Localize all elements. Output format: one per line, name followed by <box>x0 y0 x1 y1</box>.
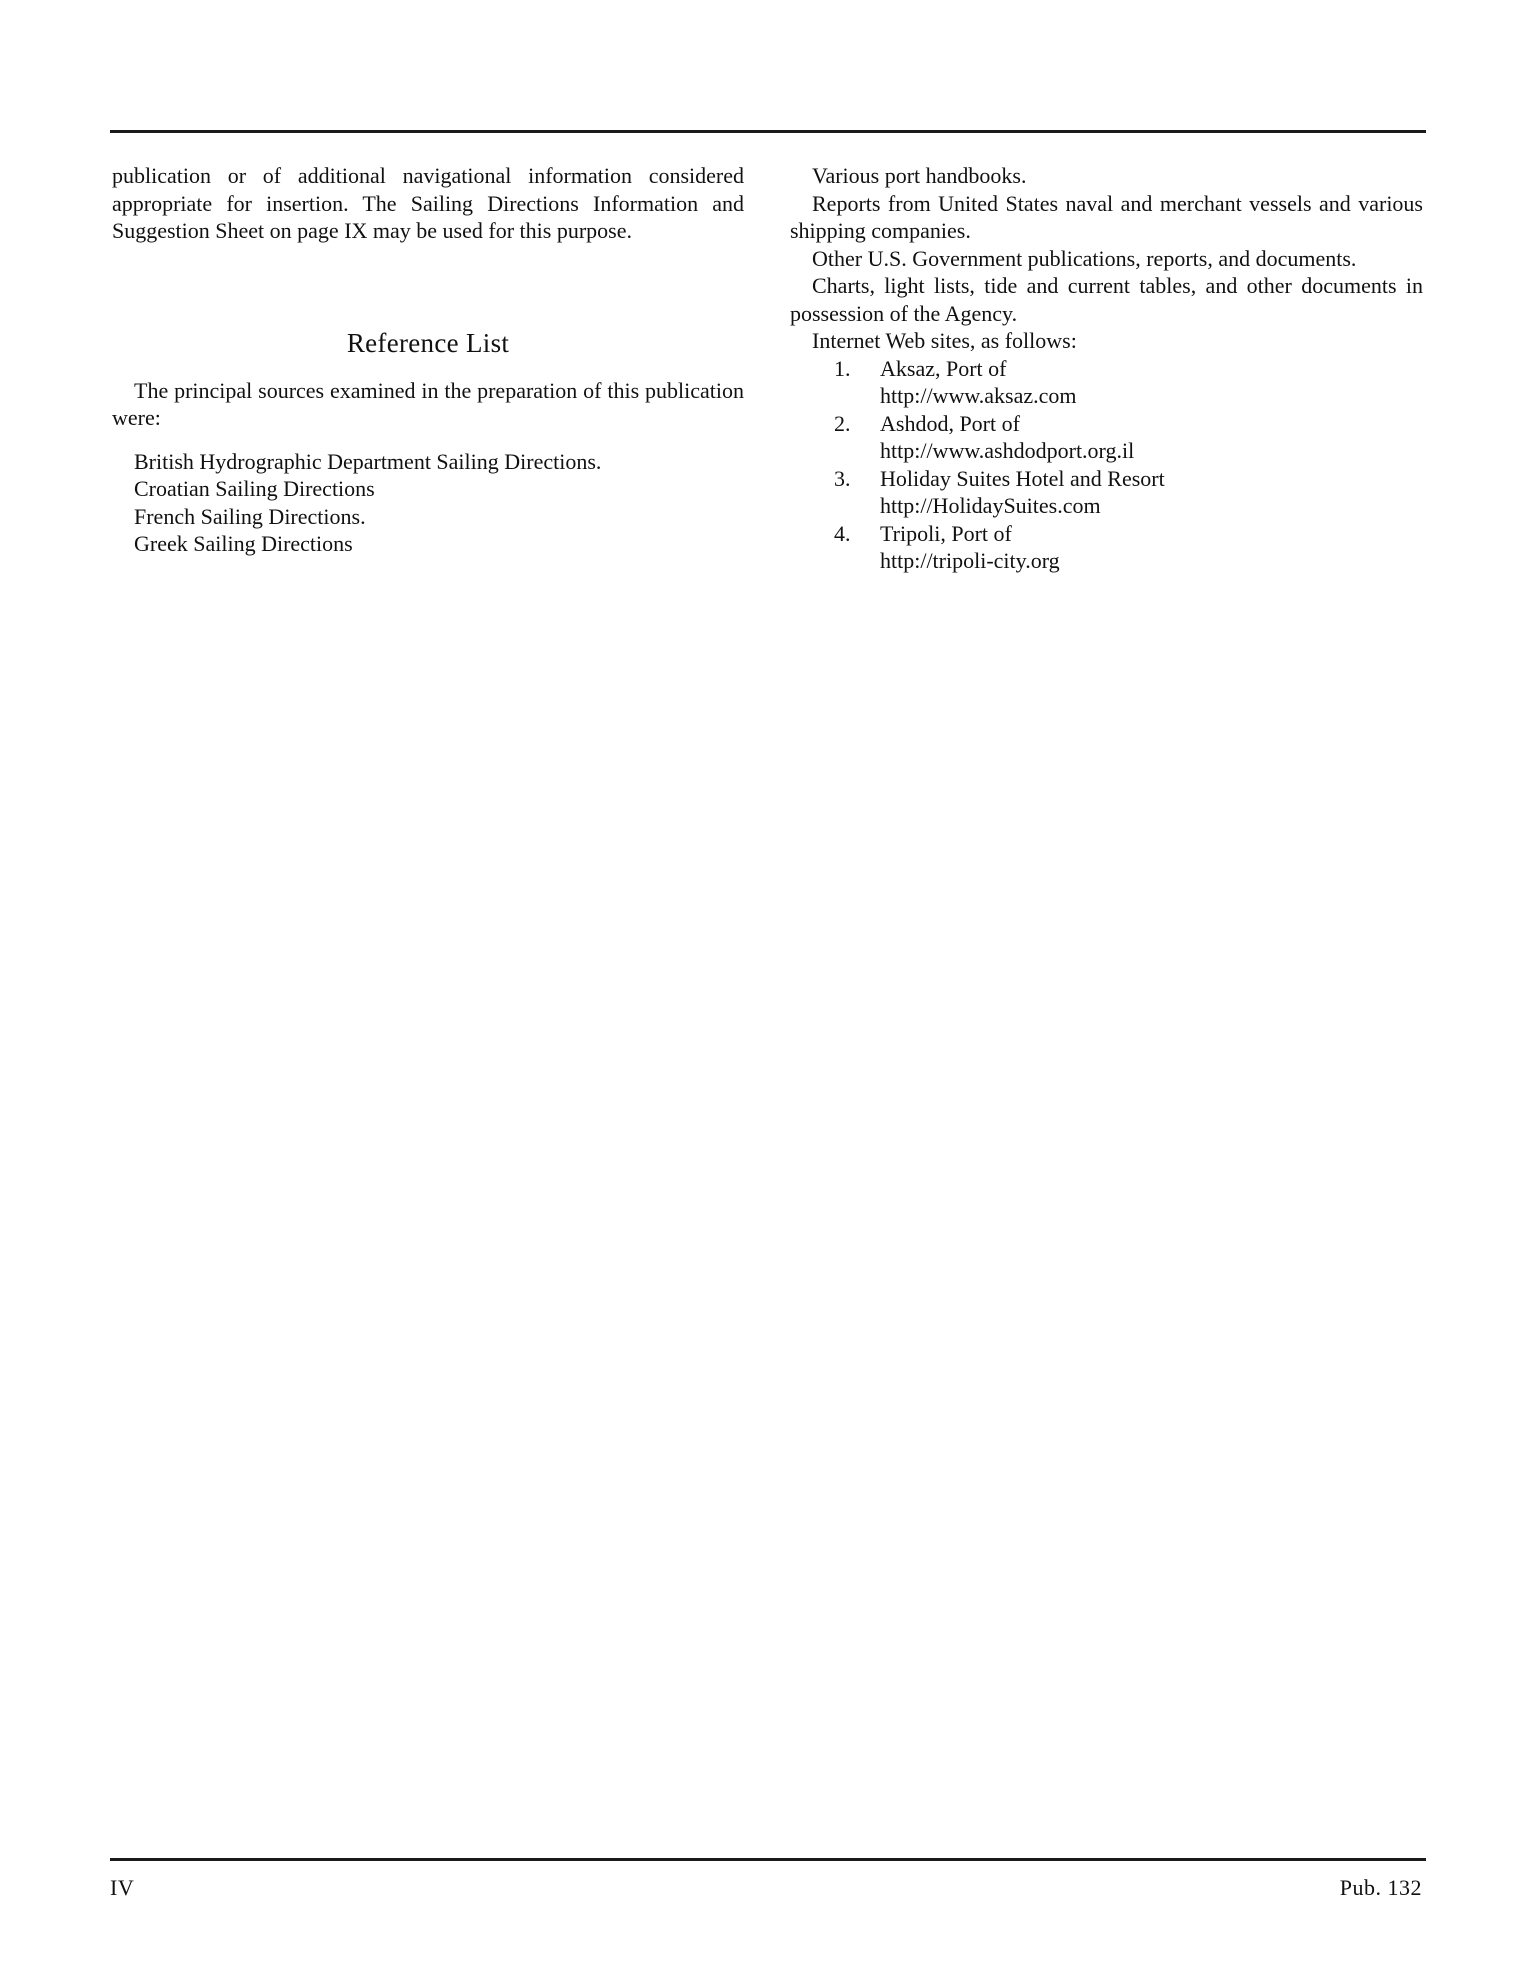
source-item: Greek Sailing Directions <box>134 531 353 556</box>
web-site-entry <box>880 465 1165 520</box>
publication-label: Pub. 132 <box>1339 1875 1422 1900</box>
web-site-item <box>834 410 1423 465</box>
source-paragraph: Charts, light lists, tide and current tables, and other documents in possession of the Agency. <box>790 273 1423 326</box>
source-item: British Hydrographic Department Sailing Directions. <box>134 448 602 474</box>
web-site-url[interactable]: http://HolidaySuites.com <box>880 493 1101 518</box>
web-site-entry <box>880 355 1077 410</box>
web-site-item <box>834 520 1423 575</box>
web-site-item <box>834 355 1423 410</box>
web-site-name: Ashdod, Port of <box>880 410 1020 436</box>
web-sites-intro: Internet Web sites, as follows: <box>812 328 1077 353</box>
intro-paragraph: publication or of additional navigational information considered appropriate for insertion. The Sailing Directions Information and Suggestion Sheet on page IX may be used for this purpose. <box>112 163 744 243</box>
source-item: Croatian Sailing Directions <box>134 476 375 501</box>
web-site-number: 4. <box>834 520 851 546</box>
source-paragraph: Other U.S. Government publications, reports, and documents. <box>812 245 1357 271</box>
web-site-number: 3. <box>834 465 851 491</box>
web-site-number: 1. <box>834 355 851 381</box>
web-site-item <box>834 465 1423 520</box>
reference-list-heading: Reference List <box>346 327 510 358</box>
web-site-url[interactable]: http://tripoli-city.org <box>880 548 1060 573</box>
bottom-rule <box>110 1858 1426 1861</box>
source-item: French Sailing Directions. <box>134 503 366 529</box>
web-sites-list <box>790 355 1423 575</box>
sources-list <box>112 448 744 558</box>
web-site-number: 2. <box>834 410 851 436</box>
right-column <box>790 162 1423 575</box>
web-site-entry <box>880 520 1060 575</box>
source-paragraph: Various port handbooks. <box>812 163 1027 188</box>
principal-sources-paragraph: The principal sources examined in the preparation of this publication were: <box>112 377 744 430</box>
page-number: IV <box>110 1875 135 1900</box>
left-column <box>112 162 744 558</box>
web-site-url[interactable]: http://www.aksaz.com <box>880 383 1077 408</box>
web-site-name: Aksaz, Port of <box>880 355 1007 381</box>
web-site-url[interactable]: http://www.ashdodport.org.il <box>880 438 1135 463</box>
source-paragraph: Reports from United States naval and merchant vessels and various shipping companies. <box>790 190 1423 243</box>
web-site-name: Tripoli, Port of <box>880 520 1012 546</box>
top-rule <box>110 130 1426 133</box>
web-site-entry <box>880 410 1134 465</box>
web-site-name: Holiday Suites Hotel and Resort <box>880 465 1165 491</box>
